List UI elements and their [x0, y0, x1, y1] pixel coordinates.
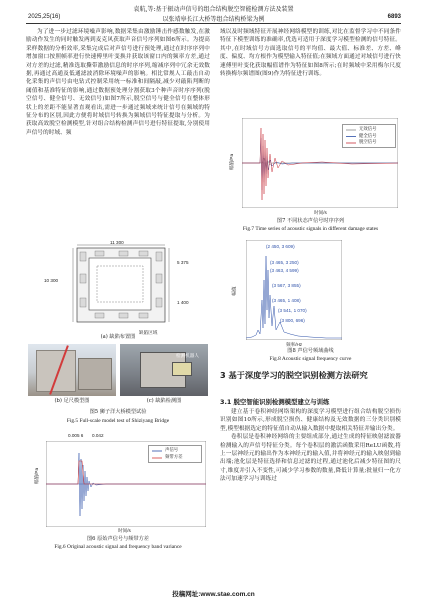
- defect-detection-photo: [120, 344, 208, 396]
- fig7-legend-healthy: 健全信号: [359, 132, 377, 138]
- figure-6-caption-cn: 图6 原始声信号与频带方差: [86, 536, 149, 542]
- fig6-legend-signal: 声信号: [165, 447, 179, 452]
- fig8-annotation-5: (3 465, 1 408): [272, 298, 301, 303]
- fig6-ylabel: 幅值/Pa: [34, 467, 40, 485]
- figure-6: [26, 433, 210, 548]
- fig7-legend-debonded: 脱空信号: [359, 139, 377, 144]
- dimension-height: 10 300: [44, 278, 59, 283]
- header-rule: [26, 23, 401, 24]
- figure-8-caption-cn: 图8 声信号频域曲线: [287, 348, 334, 354]
- dimension-left-segment: 5 375: [177, 260, 189, 265]
- defect-zone-label: 缺陷区域: [139, 330, 158, 335]
- figure-7-caption-cn: 图7 不同状态声信号时序序列: [276, 218, 345, 224]
- subfigure-a-caption: (a) 缺陷布置图: [100, 334, 136, 340]
- fig8-annotation-3: (3 463, 4 599): [270, 268, 299, 273]
- body-paragraph: 为了进一步过滤环境噪声影响,数据采集由激励锤击作感数触发,在激励动作发生的同时触发两到麦克风获取声音信号序列如图6所示。为提高采样数据的分析效率,采集完成后对声信号进行预处理,通过在时序序列中增加窗口按照帧率进行快速傅里叶变换并获取该窗口内的频率方差,通过对方差的过滤,精准选取撕带激励信息的时序序列,缩减序列中冗余无效数据,再通过高通及低通滤波消除环境噪声的影响。相比常规人工敲击自动化采集的声信号由电钻式控制采用统一标准和间隔敲,减少对敲陷判断的阈值和基准特征的影响,通过数据预处理分割获取3个种声音时序序列(脱空信号、健全信号、无效信号)如图7所示,脱空信号与健全信号在整体形状上的差距不能显著直观看出,需进一步通过频域来统计信号在频域的特征分布的区别,因此方便将时域信号转换为频域信号特征提取与分析。为获取高效脱空检测模型,针对组合结构检测声信号进行特征提取,分别使用声信号的时域、频: [26, 29, 210, 136]
- fig8-annotation-1: (2 450, 3 609): [266, 244, 295, 249]
- subfigure-c-caption: (c) 缺陷检测图: [146, 398, 182, 404]
- fig7-legend-invalid: 无效信号: [359, 126, 377, 131]
- right-column-body-2: [220, 408, 401, 484]
- fig8-annotation-4: (3 567, 3 855): [272, 283, 301, 288]
- article-running-title: 袁航,等:基于振动声信号的组合结构脱空智能检测方法及装置: [133, 6, 294, 13]
- body-paragraph: 卷积层是卷积神经网络的主要组成部分,通过生成的特征映射滤波器检测输入的声信号特征分类。每个卷积层的激活函数采用ReLU函数,将上一层神经元的输出作为本神经元的输入值,并将神经元的输入映射到输出端;池化层是特征选择和信息过滤的过程,通过池化后减少特征图的尺寸,维度并引入不变性,可减少学习参数的数量,降低计算量;批量归一化方法可加速学习与训练过: [220, 434, 401, 483]
- fig8-ylabel: 幅值: [231, 286, 237, 296]
- page-footer: 投稿网址:www.stae.com.cn: [172, 591, 255, 598]
- fig6-top-tick-2: 0.042: [92, 433, 104, 438]
- fig6-top-tick-1: 0.005 6: [68, 433, 84, 438]
- fig7-ylabel: 幅值/Pa: [229, 153, 235, 171]
- fig6-legend-variance: 频带方差: [165, 454, 183, 459]
- subfigure-b-caption: (b) 足尺模型图: [54, 398, 90, 404]
- body-paragraph: 域以及时频域特征开展神经网络模型的训练,对比在监督学习中不同条件特征下模型训练的准确率,优选可适用于深度学习模型检测的信号特征。其中,在时域信号方面选取信号的平均值、最大值、标准差、方差、峰度、偏度、均方根作为模型输入特征值;在频域方面通过对域信号进行快速傅里叶变化获取幅值谱作为特征如图8所示;在时频域中采用梅尔尺度转换梅尔频谱图(图9)作为特征进行训练。: [220, 29, 401, 78]
- figure-5-caption-cn: 图5 狮子洋大桥模型试验: [89, 409, 147, 415]
- dimension-width: 11 300: [110, 240, 124, 245]
- fig8-chart: [246, 240, 342, 340]
- figure-6-caption-en: Fig.6 Original acoustic signal and frequency band variance: [54, 544, 182, 550]
- right-column-text: [220, 28, 401, 78]
- fig6-xlabel: 时间/s: [118, 528, 131, 533]
- fig8-xlabel: 频率/Hz: [286, 342, 303, 347]
- full-scale-model-photo: [28, 344, 116, 396]
- page-number: 6893: [387, 14, 401, 20]
- defect-layout-drawing: [61, 244, 173, 328]
- figure-7-caption-en: Fig.7 Time series of acoustic signals in different damage states: [242, 226, 379, 232]
- fig8-annotation-2: (3 465, 3 250): [270, 260, 299, 265]
- figure-8-caption-en: Fig.8 Acoustic signal frequency curve: [269, 356, 352, 362]
- fig8-annotation-7: (3 800, 696): [280, 318, 305, 323]
- figure-5: [26, 240, 210, 432]
- journal-issue: 2025,25(16): [28, 14, 61, 20]
- fig6-legend: [148, 445, 202, 463]
- fig7-xlabel: 时间/s: [314, 210, 327, 215]
- body-paragraph: 建立基于卷积神经网络架构的深度学习模型进行组合结构脱空损伤识别如图10所示,形成脱空损伤、健康结构及无效数据的三分类识别模型,模型根据选定的特征值自动从输入数据中提取相关特征并输出分类。: [220, 409, 401, 432]
- page-header: [0, 0, 427, 24]
- figure-7: [220, 114, 401, 234]
- robot-label: 检测机器人: [176, 353, 199, 358]
- figure-5-caption-en: Fig.5 Full-scale model test of Shiziyang Bridge: [66, 418, 170, 424]
- left-column-text: [26, 28, 210, 137]
- dimension-right-segment: 1 400: [177, 300, 189, 305]
- subsection-heading: 3.1 脱空智能识别检测模型建立与训练: [220, 398, 330, 406]
- figure-8: [220, 238, 401, 358]
- section-heading: 3 基于深度学习的脱空识别检测方法研究: [220, 370, 368, 380]
- fig8-annotation-6: (3 541, 1 070): [278, 308, 307, 313]
- fig7-legend: [342, 124, 396, 148]
- article-running-subtitle: 以张靖皋长江大桥等组合结构桥梁为例: [162, 16, 265, 23]
